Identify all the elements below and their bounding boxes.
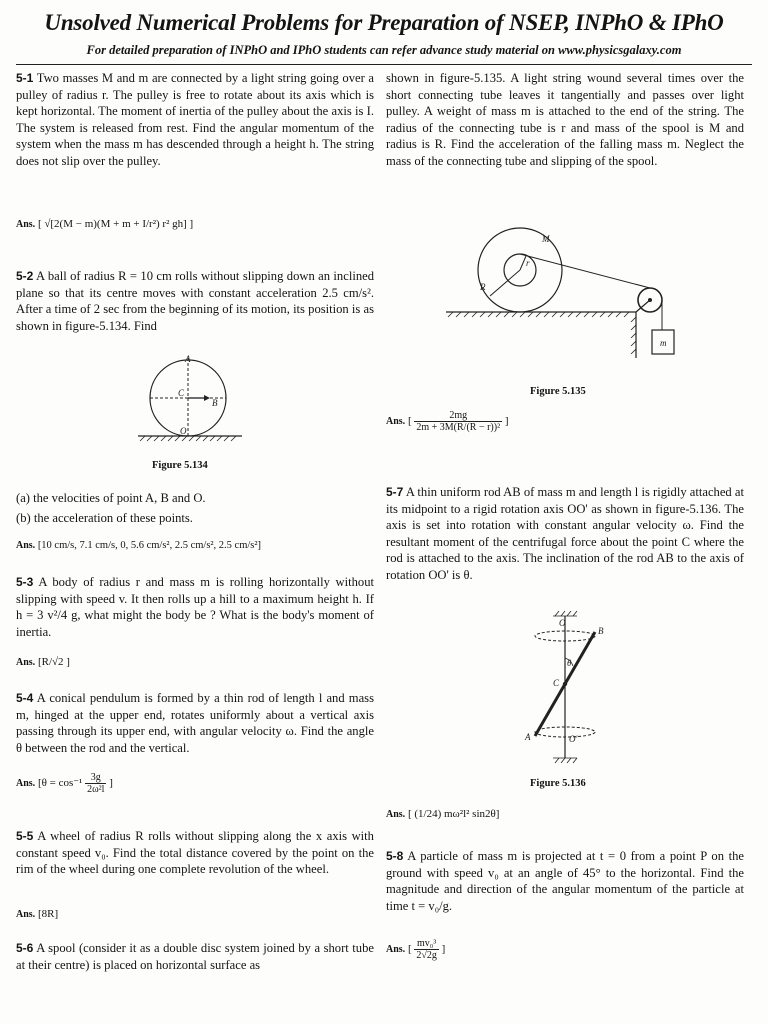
figure-5-135-caption: Figure 5.135 xyxy=(530,386,586,397)
f135-label-m-mass: m xyxy=(660,338,667,348)
q8-ans-label: Ans. xyxy=(386,944,406,956)
q6-continued xyxy=(386,70,744,170)
q6-block xyxy=(16,940,374,973)
f136-label-b: B xyxy=(598,626,604,636)
q4-ans-label: Ans. xyxy=(16,778,36,790)
q2-block xyxy=(16,268,374,334)
q5-number: 5-5 xyxy=(16,829,34,843)
q4-ans-pre: [θ = cos⁻¹ xyxy=(37,777,83,790)
f135-label-r-inner: r xyxy=(526,258,530,268)
q4-block xyxy=(16,690,374,756)
q1-text: Two masses M and m are connected by a light string going over a pulley of radius r. The pulley is free to rotate about its axis which is kept horizontal. The moment of inertia of the pulley about the axis is I. The system is released from rest. Find the angular momentum of the system when the mass m has descended through a height h. The string does not slip over the pulley. xyxy=(16,71,374,168)
q6-number: 5-6 xyxy=(16,941,34,955)
q6-answer: Ans. [ $\frac{2mg}{\text{2m + 3M(R/(R − r))²}}$ ] xyxy=(386,410,509,433)
q5-answer xyxy=(16,908,58,920)
q4-ans-post: ] xyxy=(109,777,113,790)
q8-answer: Ans. [ $\frac{\text{mv₀³}}{2√2g}$ ] xyxy=(386,938,446,961)
q6-text: A spool (consider it as a double disc system joined by a short tube at their centre) is placed on horizontal surface as xyxy=(16,941,374,972)
q2-answer xyxy=(16,540,261,551)
f136-label-a: A xyxy=(525,732,531,742)
figure-5-134-caption: Figure 5.134 xyxy=(152,460,208,471)
q2-part-a: (a) the velocities of point A, B and O. xyxy=(16,491,206,505)
page-subtitle: For detailed preparation of INPhO and IPhO students can refer advance study material on www.physicsgalaxy.com xyxy=(86,43,682,57)
q2-part-b: (b) the acceleration of these points. xyxy=(16,510,193,525)
q7-block xyxy=(386,484,744,584)
q4-ans-fraction xyxy=(85,772,106,795)
f134-label-o: O xyxy=(180,426,187,436)
q8-ans-den: 2√2g xyxy=(416,950,437,961)
f136-label-o: O xyxy=(559,618,566,628)
q5-text: A wheel of radius R rolls without slipping along the x axis with constant speed v₀. Find the total distance covered by the point on the rim of the wheel during one complete revolution of the wheel. xyxy=(16,829,374,877)
q3-text: A body of radius r and mass m is rolling horizontally without slipping with speed v. It then rolls up a hill to a maximum height h. If h = 3 v²/4 g, what might the body be ? What is the body's moment of inertia. xyxy=(16,575,374,639)
q1-ans-text: [ √[2(M − m)(M + m + I/r²) r² gh] ] xyxy=(37,218,194,230)
q1-answer xyxy=(16,218,193,230)
q2-ans-label: Ans. xyxy=(16,540,36,551)
q4-ans-num: 3g xyxy=(85,772,106,784)
q5-block xyxy=(16,828,374,878)
q5-ans-label: Ans. xyxy=(16,909,36,920)
q7-text: A thin uniform rod AB of mass m and length l is rigidly attached at its midpoint to a rigid rotation axis OO' as shown in figure-5.136. The axis is set into rotation with constant angular velocity ω. Find the resultant moment of the centrifugal force about the point C where the rod is attached to the axis. The inclination of the rod AB to the axis of rotation OO' is θ. xyxy=(386,485,744,582)
f134-label-b: B xyxy=(212,398,218,408)
figure-5-136-caption: Figure 5.136 xyxy=(530,778,586,789)
q3-number: 5-3 xyxy=(16,575,34,589)
q8-ans-num: mv₀³ xyxy=(414,938,439,950)
q3-ans-label: Ans. xyxy=(16,657,36,668)
q7-ans-label: Ans. xyxy=(386,809,406,820)
q8-text: A particle of mass m is projected at t = 0 from a point P on the ground with speed v₀ at an angle of 45° to the horizontal. Find the magnitude and direction of the angular momentum of the particle at time t = v₀/g. xyxy=(386,849,744,913)
figure-5-135 xyxy=(440,226,700,366)
q8-ans-fraction xyxy=(414,938,439,961)
q8-number: 5-8 xyxy=(386,849,404,863)
q6-ans-den: 2m + 3M(R/(R − r))² xyxy=(416,422,501,433)
figure-5-134 xyxy=(130,352,250,447)
q2-ans-text: [10 cm/s, 7.1 cm/s, 0, 5.6 cm/s², 2.5 cm/s², 2.5 cm/s²] xyxy=(37,540,262,551)
q1-number: 5-1 xyxy=(16,71,34,85)
q5-ans-text: [8R] xyxy=(37,908,59,920)
q3-answer xyxy=(16,656,70,668)
q7-ans-text: [ (1/24) mω²l² sin2θ] xyxy=(407,808,500,820)
q1-block xyxy=(16,70,374,170)
q6-ans-num: 2mg xyxy=(414,410,502,422)
q6-ans-fraction xyxy=(414,410,502,433)
q4-ans-den: 2ω²l xyxy=(87,784,105,795)
q6-ans-label: Ans. xyxy=(386,416,406,428)
page-title: Unsolved Numerical Problems for Preparation of NSEP, INPhO & IPhO xyxy=(44,10,724,35)
q3-block xyxy=(16,574,374,640)
q2-number: 5-2 xyxy=(16,269,34,283)
q6-cont-text: shown in figure-5.135. A light string wound several times over the short connecting tube leaves it tangentially and passes over light pulley. A weight of mass m is attached to the end of the string. The radius of the connecting tube is r and mass of the spool is M and radius is R. Find the acceleration of the falling mass m. Neglect the mass of the connecting tube and slipping of the spool. xyxy=(386,71,744,168)
q2-text: A ball of radius R = 10 cm rolls without slipping down an inclined plane so that its centre moves with constant acceleration 2.5 cm/s². After a time of 2 sec from the beginning of its motion, its position is as shown in figure-5.134. Find xyxy=(16,269,374,333)
q7-answer xyxy=(386,808,499,820)
q4-number: 5-4 xyxy=(16,691,34,705)
f134-label-c: C xyxy=(178,388,185,398)
q2-parts xyxy=(16,490,374,526)
f136-label-c: C xyxy=(553,678,560,688)
q7-number: 5-7 xyxy=(386,485,404,499)
figure-5-136 xyxy=(505,608,625,768)
page-header xyxy=(0,0,768,72)
f134-label-a: A xyxy=(185,354,191,364)
q8-block xyxy=(386,848,744,914)
q3-ans-text: [R/√2 ] xyxy=(37,656,70,668)
q1-ans-label: Ans. xyxy=(16,219,36,230)
q4-answer xyxy=(16,772,113,795)
header-rule xyxy=(16,64,752,65)
q4-text: A conical pendulum is formed by a thin rod of length l and mass m, hinged at the upper end, rotates uniformly about a vertical axis passing through its upper end, with angular velocity ω. Find the angle θ between the rod and the vertical. xyxy=(16,691,374,755)
f136-label-theta: θ xyxy=(567,658,572,668)
f135-label-r-outer: R xyxy=(480,282,486,292)
f136-label-o-prime: O' xyxy=(569,734,578,744)
f135-label-m-spool: M xyxy=(542,234,550,244)
